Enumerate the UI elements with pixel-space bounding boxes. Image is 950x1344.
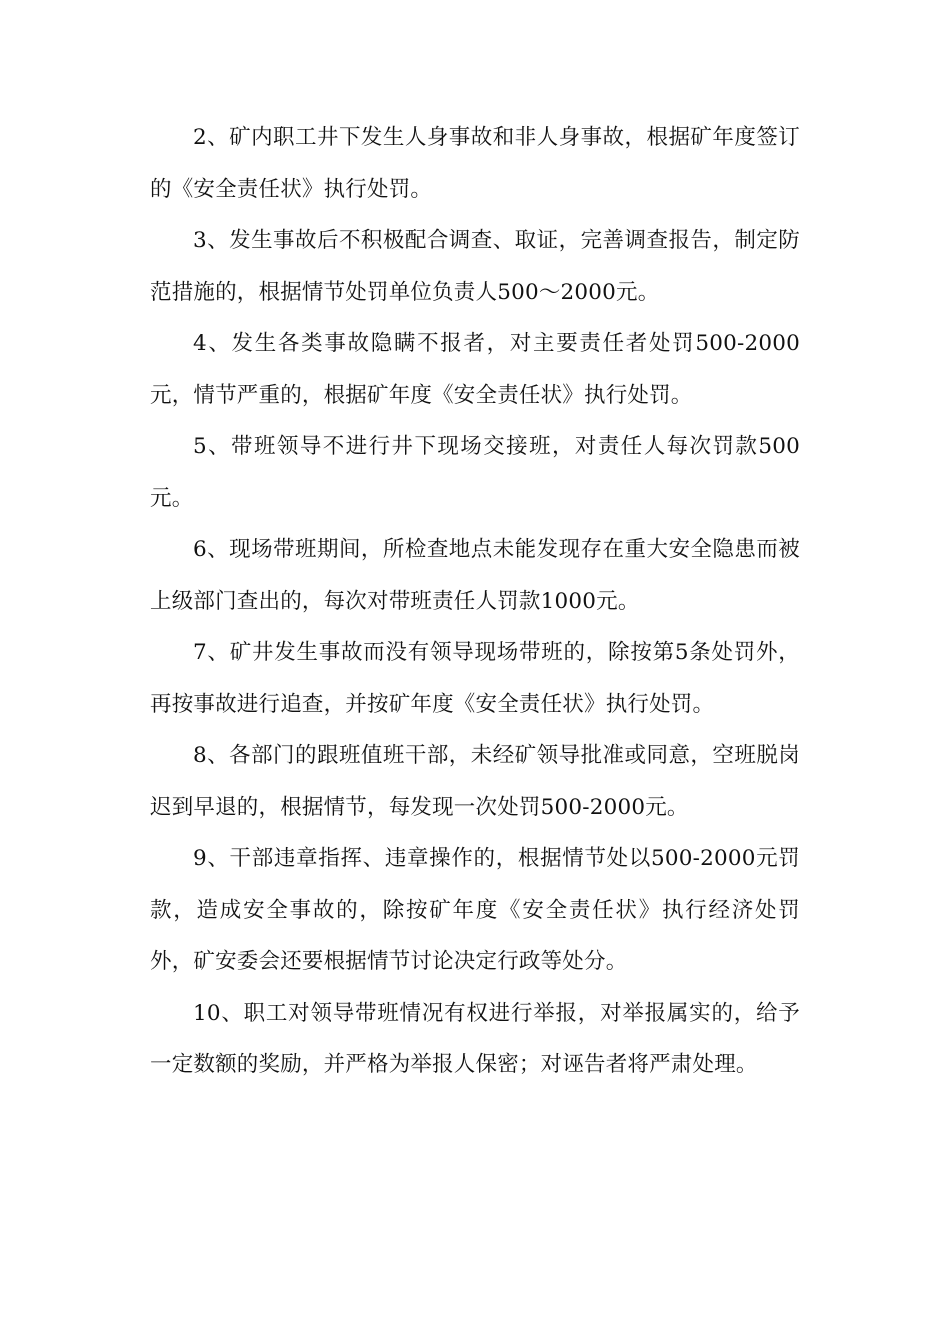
paragraph-item-5: 5、带班领导不进行井下现场交接班，对责任人每次罚款500元。: [150, 434, 800, 511]
paragraph-item-9: 9、干部违章指挥、违章操作的，根据情节处以500-2000元罚款，造成安全事故的，除按矿年度《安全责任状》执行经济处罚外，矿安委会还要根据情节讨论决定行政等处分。: [150, 846, 800, 974]
document-body: [150, 112, 800, 1091]
paragraph-item-6: 6、现场带班期间，所检查地点未能发现存在重大安全隐患而被上级部门查出的，每次对带班责任人罚款1000元。: [150, 537, 800, 614]
paragraph-item-7: 7、矿井发生事故而没有领导现场带班的，除按第5条处罚外，再按事故进行追查，并按矿年度《安全责任状》执行处罚。: [150, 640, 800, 717]
paragraph-item-4: 4、发生各类事故隐瞒不报者，对主要责任者处罚500-2000元，情节严重的，根据矿年度《安全责任状》执行处罚。: [150, 331, 800, 408]
paragraph-item-2: 2、矿内职工井下发生人身事故和非人身事故，根据矿年度签订的《安全责任状》执行处罚。: [150, 125, 800, 202]
paragraph-item-10: 10、职工对领导带班情况有权进行举报，对举报属实的，给予一定数额的奖励，并严格为举报人保密；对诬告者将严肃处理。: [150, 1000, 800, 1077]
paragraph-item-8: 8、各部门的跟班值班干部，未经矿领导批准或同意，空班脱岗迟到早退的，根据情节，每发现一次处罚500-2000元。: [150, 743, 800, 820]
paragraph-item-3: 3、发生事故后不积极配合调查、取证，完善调查报告，制定防范措施的，根据情节处罚单位负责人500～2000元。: [150, 228, 800, 305]
